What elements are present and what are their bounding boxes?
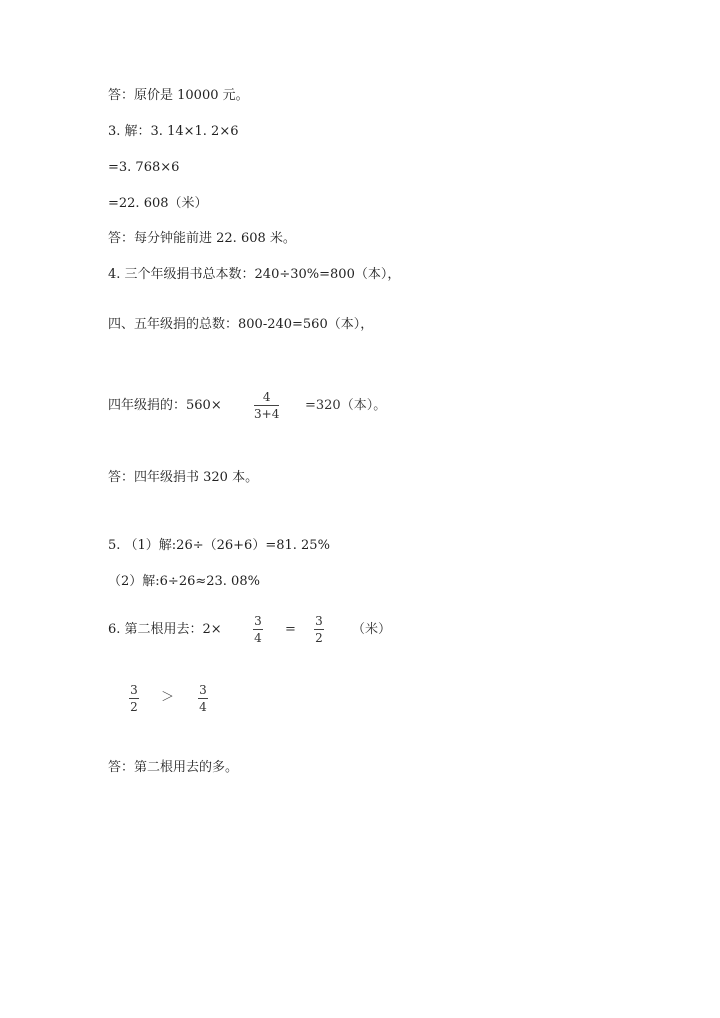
fraction-bar [198,698,208,699]
fraction-denominator: 2 [315,631,323,645]
q3-step1: =3. 768×6 [108,160,180,175]
fraction-numerator: 4 [262,390,271,404]
fraction-denominator: 4 [254,631,262,645]
answer-q3: 答：每分钟能前进 22. 608 米。 [108,231,296,246]
q5-part2: （2）解:6÷26≈23. 08% [108,574,260,589]
fraction-3-over-2 [314,614,324,645]
fraction-bar [314,629,324,630]
q4-grade4-result: =320（本）。 [305,398,387,413]
fraction-denominator: 4 [199,700,207,714]
fraction-3-over-4-compare [198,683,208,714]
fraction-numerator: 3 [315,614,323,628]
fraction-denominator: 2 [130,700,138,714]
q6-unit: （米） [352,622,392,637]
q5-part1: 5. （1）解:26÷（26+6）=81. 25% [108,538,330,553]
answer-q6: 答：第二根用去的多。 [108,760,239,775]
greater-than-sign: ＞ [161,690,175,705]
q4-grades-4-5-total: 四、五年级捐的总数：800-240=560（本）， [108,317,374,332]
answer-q4: 答：四年级捐书 320 本。 [108,470,259,485]
q4-grade4-books: 四年级捐的：560× [108,398,222,413]
equals-sign: = [285,622,296,637]
fraction-bar [254,405,279,406]
fraction-denominator: 3+4 [254,407,280,421]
fraction-numerator: 3 [199,683,207,697]
fraction-3-over-2-compare [129,683,139,714]
fraction-bar [253,629,263,630]
q3-step2: =22. 608（米） [108,196,208,211]
fraction-bar [129,698,139,699]
fraction-3-over-4 [253,614,263,645]
fraction-numerator: 3 [130,683,138,697]
fraction-numerator: 3 [254,614,262,628]
q4-total-books: 4. 三个年级捐书总本数：240÷30%=800（本）， [108,267,401,282]
answer-original-price: 答：原价是 10000 元。 [108,88,249,103]
fraction-4-over-3plus4 [254,390,279,421]
q3-solution: 3. 解：3. 14×1. 2×6 [108,124,239,139]
q6-second-used: 6. 第二根用去：2× [108,622,222,637]
